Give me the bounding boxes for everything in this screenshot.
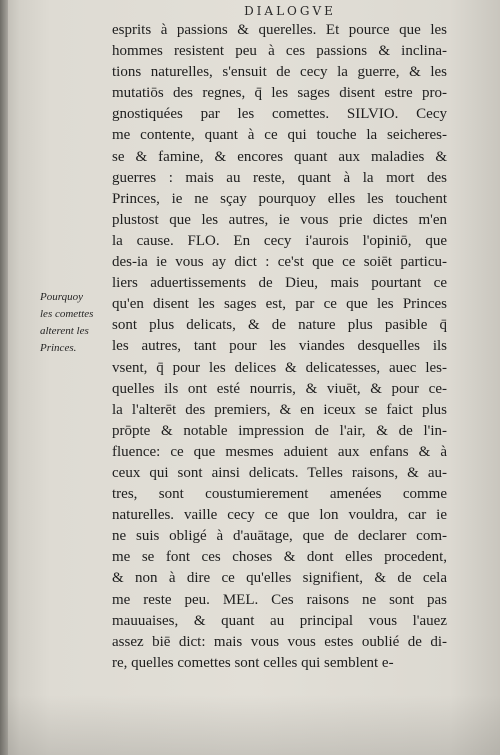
marginal-note-line: alterent les (40, 325, 89, 337)
text-line: me reste peu. MEL. Ces raisons ne sont pas (112, 591, 447, 608)
running-head: DIALOGVE (244, 4, 336, 18)
text-line: tions naturelles, s'ensuit de cecy la guerre, & les (112, 64, 447, 81)
marginal-note (40, 289, 114, 357)
marginal-note-line: Pourquoy (40, 291, 83, 303)
text-line: me se font ces choses & dont elles procedent, (112, 549, 447, 566)
marginal-note-line: Princes. (40, 342, 77, 354)
text-line: liers aduertissements de Dieu, mais pourtant ce (112, 275, 447, 292)
text-line: & non à dire ce qu'elles signifient, & de cela (112, 570, 447, 587)
text-line: ne suis obligé à d'auātage, que de declarer com- (112, 528, 447, 545)
text-line: hommes resistent peu à ces passions & inclina- (112, 43, 447, 60)
text-line: tres, sont coustumierement amenées comme (112, 486, 447, 503)
text-line: gnostiquées par les comettes. SILVIO. Cecy (112, 106, 447, 123)
text-line: plustost que les autres, ie vous prie dictes m'en (112, 211, 447, 228)
text-line: guerres : mais au reste, quant à la mort des (112, 169, 447, 186)
text-line: vsent, q̄ pour les delices & delicatesses, auec les- (112, 359, 447, 376)
text-line: mauuaises, & quant au principal vous l'auez (112, 612, 447, 629)
text-line: des-ia ie vous ay dict : ce'st que ce soiēt particu- (112, 254, 447, 271)
text-line: Princes, ie ne sçay pourquoy elles les touchent (112, 190, 447, 207)
text-line: ceux qui sont ainsi delicats. Telles raisons, & au- (112, 464, 447, 481)
text-line: assez biē dict: mais vous vous estes oublié de di- (112, 633, 447, 650)
marginal-note-line: les comettes (40, 308, 94, 320)
text-line: prōpte & notable impression de l'air, & de l'in- (112, 422, 447, 439)
text-line: qu'en disent les sages est, par ce que les Princes (112, 296, 447, 313)
body-text (112, 20, 447, 674)
text-line: se & famine, & encores quant aux maladies & (112, 148, 447, 165)
text-line: naturelles. vaille cecy ce que lon vouldra, car ie (112, 507, 447, 524)
text-line: fluence: ce que mesmes aduient aux enfans & à (112, 443, 447, 460)
text-line: me contente, quant à ce qui touche la seicheres- (112, 127, 447, 144)
text-line: quelles ils ont esté nourris, & viuēt, & pour ce- (112, 380, 447, 397)
text-line: sont plus delicats, & de nature plus pasible q̄ (112, 317, 447, 334)
text-line: mutatiōs des regnes, q̄ les sages disent estre pro- (112, 85, 447, 102)
text-line: re, quelles comettes sont celles qui semblent e- (112, 654, 394, 671)
text-line: la cause. FLO. En cecy i'aurois l'opiniō, que (112, 232, 447, 249)
text-line: les autres, tant pour les viandes desquelles ils (112, 338, 447, 355)
text-line: esprits à passions & querelles. Et pource que les (112, 22, 447, 38)
text-line: la l'alterēt des premiers, & en iceux se faict plus (112, 401, 447, 418)
